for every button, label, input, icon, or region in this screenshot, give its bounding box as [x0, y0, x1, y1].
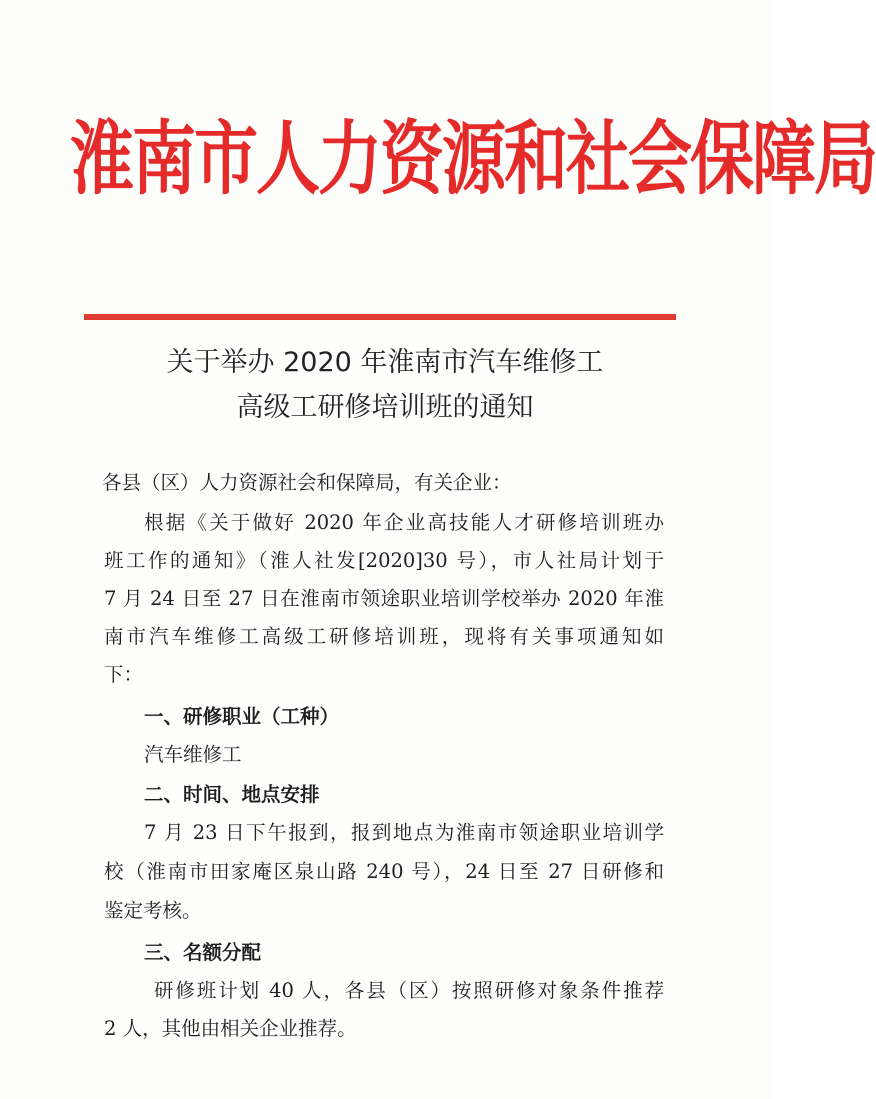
section-heading-time-place: 二、时间、地点安排	[144, 783, 320, 806]
paragraph-line: 校（淮南市田家庵区泉山路 240 号），24 日至 27 日研修和	[104, 860, 664, 883]
paragraph-line: 7 月 23 日下午报到，报到地点为淮南市领途职业培训学	[144, 821, 664, 844]
paragraph-line: 根据《关于做好 2020 年企业高技能人才研修培训班办	[144, 511, 664, 534]
paragraph-line: 南市汽车维修工高级工研修培训班，现将有关事项通知如	[104, 625, 664, 648]
paragraph-line: 鉴定考核。	[104, 899, 202, 922]
masthead-title: 淮南市人力资源和社会保障局	[70, 113, 876, 207]
section-heading-quota: 三、名额分配	[144, 941, 262, 964]
document-title-line-1: 关于举办 2020 年淮南市汽车维修工	[166, 347, 604, 378]
occupation-text: 汽车维修工	[144, 743, 242, 766]
salutation: 各县（区）人力资源社会和保障局，有关企业：	[102, 471, 512, 494]
section-heading-occupation: 一、研修职业（工种）	[144, 705, 340, 728]
paragraph-line: 2 人，其他由相关企业推荐。	[104, 1017, 357, 1040]
document-body	[104, 0, 664, 1099]
paragraph-line: 7 月 24 日至 27 日在淮南市领途职业培训学校举办 2020 年淮	[104, 587, 664, 610]
paragraph-line: 班工作的通知》（淮人社发[2020]30 号），市人社局计划于	[104, 549, 664, 572]
paragraph-line: 研修班计划 40 人，各县（区）按照研修对象条件推荐	[154, 979, 664, 1002]
document-title-line-2: 高级工研修培训班的通知	[236, 392, 534, 423]
paragraph-line: 下：	[104, 663, 144, 686]
